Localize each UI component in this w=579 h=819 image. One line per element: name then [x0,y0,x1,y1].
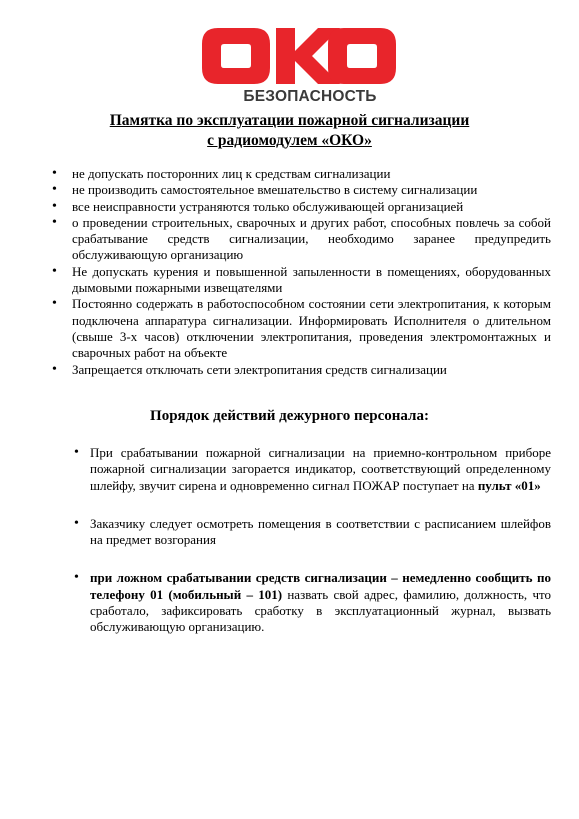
company-logo [0,0,579,110]
procedure-item-inspect-text: Заказчику следует осмотреть помещения в соответствии с расписанием шлейфов на предмет возгорания [90,515,551,548]
procedure-item-alarm-bold: пульт «01» [477,477,541,493]
rule-item: • все неисправности устраняются только обслуживающей организацией [52,199,551,215]
procedure-item-inspect [74,516,551,549]
rules-list [52,166,551,378]
rule-item: • Не допускать курения и повышенной запыленности в помещениях, оборудованных дымовыми пожарными извещателями [52,264,551,297]
document-title-line-1: Памятка по эксплуатации пожарной сигнализации [109,112,470,129]
document-title-line-2: с радиомодулем «ОКО» [207,132,372,149]
procedure-list [74,445,551,658]
rule-item: • Постоянно содержать в работоспособном состоянии сети электропитания, к которым подключена аппаратура сигнализации. Информировать Исполнителя о длительном (свыше 3-х часов) отключении электропитания, проведения электромонтажных и сварочных работ на объекте [52,296,551,361]
logo-letter-o-left [202,28,270,84]
rule-item: • не производить самостоятельное вмешательство в систему сигнализации [52,182,551,198]
procedure-item-false-alarm-bold: при ложном срабатывании средств сигнализации – немедленно сообщить по телефону 01 (мобильный – 101) [90,570,551,602]
procedure-item-false-alarm-text: назвать свой адрес, фамилию, должность, что сработало, зафиксировать сработку в эксплуатационный журнал, вызвать обслуживающую организацию. [90,586,551,635]
logo-tagline: БЕЗОПАСНОСТЬ [243,88,377,105]
rule-item: • Запрещается отключать сети электропитания средств сигнализации [52,362,551,378]
rule-item: • о проведении строительных, сварочных и других работ, способных повлечь за собой срабатывание средств сигнализации, необходимо заранее предупредить обслуживающую организацию [52,215,551,264]
procedure-item-false-alarm [74,570,551,635]
logo-letter-o-right [328,28,396,84]
procedure-item-alarm-text: При срабатывании пожарной сигнализации на приемно-контрольном приборе пожарной сигнализации загорается индикатор, соответствующий определенному шлейфу, звучит сирена и одновременно сигнал ПОЖАР поступает на [90,445,551,493]
rule-item: • не допускать посторонних лиц к средствам сигнализации [52,166,551,182]
procedure-item-alarm [74,445,551,494]
procedure-heading: Порядок действий дежурного персонала: [150,408,429,424]
